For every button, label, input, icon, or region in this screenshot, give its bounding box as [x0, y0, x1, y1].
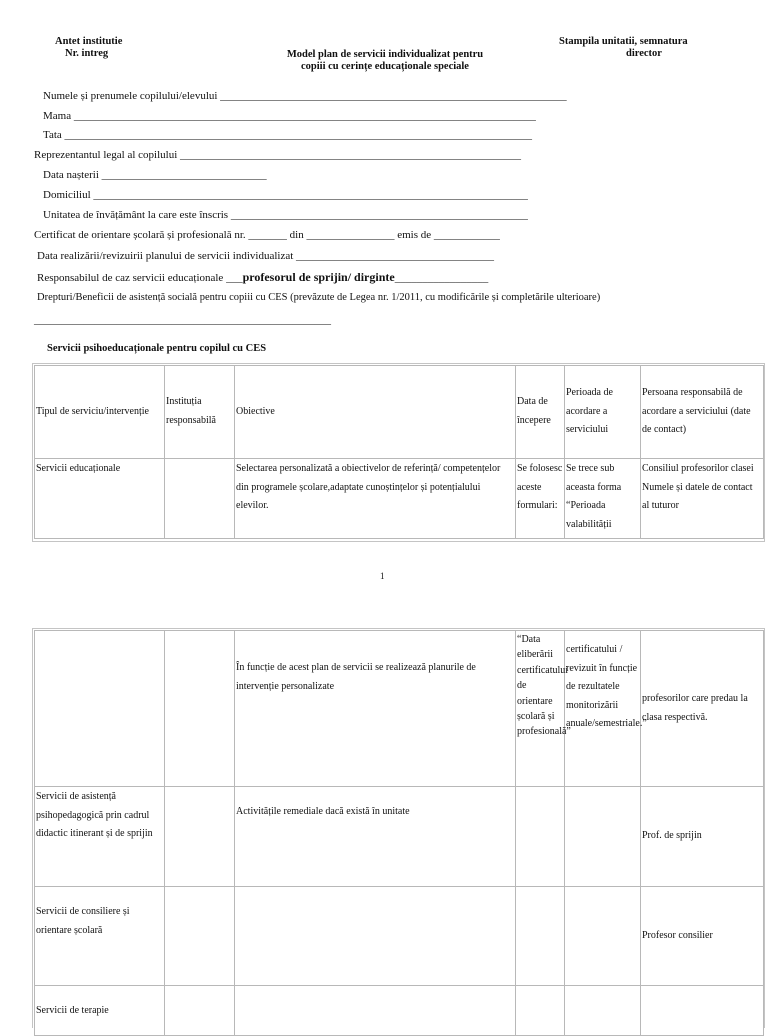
cell-period [565, 887, 641, 986]
field-plan-date: Data realizării/revizuirii planului de servicii individualizat ____________________________________ [37, 250, 495, 262]
cell-period [565, 986, 641, 1036]
page-number: 1 [380, 571, 385, 581]
field-case-manager [37, 270, 488, 285]
field-social-rights: Drepturi/Beneficii de asistență socială pentru copiii cu CES (prevăzute de Legea nr. 1/2011, cu modificările și completările ulterioare) [37, 292, 601, 303]
header-period: Perioada de acordare a serviciului [565, 366, 641, 459]
table-row [35, 986, 764, 1036]
cell-service-therapy: Servicii de terapie [35, 986, 165, 1036]
case-manager-tail: _________________ [394, 272, 489, 284]
case-manager-value: profesorul de sprijin/ dirginte [242, 270, 395, 284]
case-manager-label: Responsabilul de caz servicii educaționale ___ [37, 272, 243, 284]
cell-service-counseling: Servicii de consiliere și orientare școlară [35, 887, 165, 986]
document-subtitle: copiii cu cerințe educaționale speciale [301, 61, 469, 72]
field-school: Unitatea de învățământ la care este înscris ______________________________________________________ [43, 209, 528, 221]
cell-institution [165, 986, 235, 1036]
cell-objectives-cont: În funcție de acest plan de servicii se realizează planurile de intervenție personalizate [235, 631, 516, 787]
cell-start-date: Se folosesc aceste formulari: [516, 459, 565, 539]
cell-period: Se trece sub aceasta forma “Perioada valabilității [565, 459, 641, 539]
table-row [35, 459, 764, 539]
section-title: Servicii psihoeducaționale pentru copilul cu CES [47, 343, 267, 354]
header-reg-number: Nr. intreg [65, 48, 109, 59]
cell-service-psychopedagogical: Servicii de asistență psihopedagogică prin cadrul didactic itinerant și de sprijin [35, 787, 165, 887]
cell-institution [165, 459, 235, 539]
field-certificate: Certificat de orientare școlară și profesională nr. _______ din ________________ emis de ____________ [34, 229, 500, 241]
cell-service-educational: Servicii educaționale [35, 459, 165, 539]
table-row [35, 787, 764, 887]
document-title: Model plan de servicii individualizat pentru [286, 49, 484, 60]
header-start-date: Data de începere [516, 366, 565, 459]
cell-responsible-cont: profesorilor care predau la clasa respectivă. [641, 631, 764, 787]
cell-empty [165, 631, 235, 787]
cell-period-cont: certificatului / revizuit în funcție de rezultatele monitorizării anuale/semestriale.” [565, 631, 641, 787]
cell-objectives: Activitățile remediale dacă există în unitate [235, 787, 516, 887]
field-social-rights-line: ______________________________________________________ [34, 314, 331, 326]
cell-objectives [235, 986, 516, 1036]
field-father: Tata _____________________________________________________________________________________ [43, 129, 533, 141]
cell-responsible: Consiliul profesorilor clasei Numele și datele de contact al tuturor [641, 459, 764, 539]
cell-institution [165, 787, 235, 887]
services-table-page1 [34, 365, 764, 539]
field-legal-rep: Reprezentantul legal al copilului ______________________________________________________________ [34, 149, 522, 161]
cell-responsible [641, 986, 764, 1036]
cell-start-date [516, 986, 565, 1036]
cell-responsible: Prof. de sprijin [641, 787, 764, 887]
cell-start-date [516, 887, 565, 986]
field-mother: Mama ____________________________________________________________________________________ [43, 110, 536, 122]
services-table-page2 [34, 630, 764, 1036]
cell-period [565, 787, 641, 887]
table1-header-row [35, 366, 764, 459]
field-child-name: Numele și prenumele copilului/elevului _______________________________________________________________ [43, 90, 567, 102]
table-row [35, 631, 764, 787]
header-stamp: Stampila unitatii, semnatura [559, 36, 688, 47]
cell-institution [165, 887, 235, 986]
header-institution: Instituția responsabilă [165, 366, 235, 459]
header-responsible: Persoana responsabilă de acordare a serviciului (date de contact) [641, 366, 764, 459]
field-birth-date: Data nașterii ______________________________ [43, 169, 267, 181]
header-director: director [626, 48, 662, 59]
cell-start-date [516, 787, 565, 887]
field-domicile: Domiciliul _______________________________________________________________________________ [43, 189, 528, 201]
table-row [35, 887, 764, 986]
header-institution: Antet institutie [55, 36, 123, 47]
cell-objectives [235, 887, 516, 986]
header-service-type: Tipul de serviciu/intervenție [35, 366, 165, 459]
cell-empty [35, 631, 165, 787]
cell-responsible: Profesor consilier [641, 887, 764, 986]
cell-start-date-cont: “Data eliberării certificatului de orientare școlară și profesională” [516, 631, 565, 787]
header-objectives: Obiective [235, 366, 516, 459]
cell-objectives: Selectarea personalizată a obiectivelor de referință/ competențelor din programele școlare,adaptate cunoștințelor și potențialului elevilor. [235, 459, 516, 539]
